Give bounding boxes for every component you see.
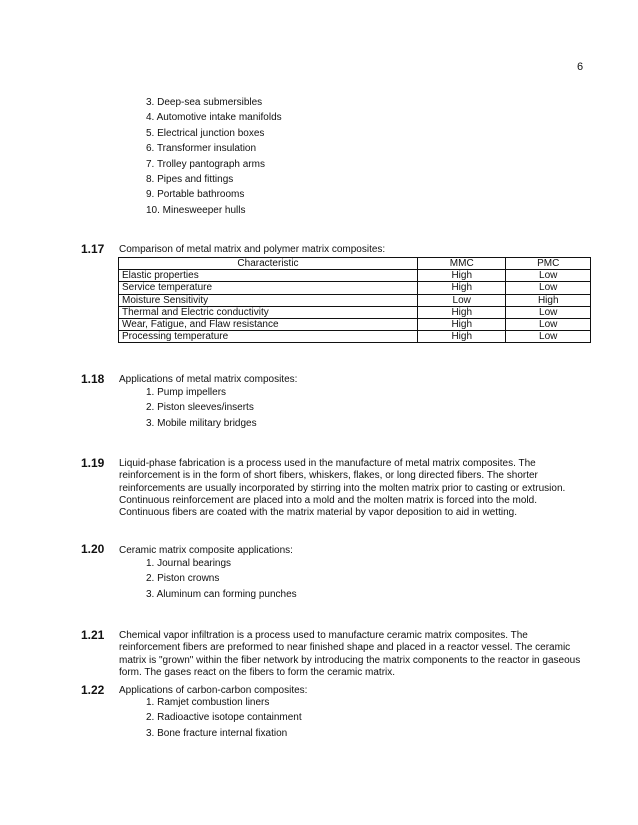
paragraph-line: Continuous fibers are coated with the matrix material by vapor deposition to aid in wetting. xyxy=(119,507,517,519)
table-cell: High xyxy=(506,294,591,306)
list-item: 1. Pump impellers xyxy=(146,387,227,398)
section-number: 1.19 xyxy=(81,456,105,470)
section-number: 1.18 xyxy=(81,372,105,386)
section-number: 1.21 xyxy=(81,628,105,642)
list-item: 1. Ramjet combustion liners xyxy=(146,697,270,708)
table-row xyxy=(119,270,591,282)
list-item: 7. Trolley pantograph arms xyxy=(146,158,265,170)
section-paragraph xyxy=(119,630,589,679)
paragraph-line: form. The gases react on the fibers to form the ceramic matrix. xyxy=(119,666,396,678)
table-cell: High xyxy=(417,270,505,282)
table-row xyxy=(119,282,591,294)
table-row xyxy=(119,331,591,343)
section-text: Comparison of metal matrix and polymer matrix composites: xyxy=(119,244,386,255)
list-item: 3. Mobile military bridges xyxy=(146,417,257,429)
table-cell: Low xyxy=(506,270,591,282)
table-cell: Service temperature xyxy=(119,282,418,294)
table-header: PMC xyxy=(506,258,591,270)
paragraph-line: Chemical vapor infiltration is a process used to manufacture ceramic matrix composites. The xyxy=(119,630,528,641)
table-header-row xyxy=(119,258,591,270)
table-cell: Low xyxy=(506,331,591,343)
table-cell: Wear, Fatigue, and Flaw resistance xyxy=(119,318,418,330)
paragraph-line: reinforcement fibers are preformed to near finished shape and placed in a reactor vessel. The ceramic xyxy=(119,642,571,654)
list-item: 10. Minesweeper hulls xyxy=(146,204,246,216)
table-cell: Thermal and Electric conductivity xyxy=(119,306,418,318)
list-item: 1. Journal bearings xyxy=(146,558,232,569)
list-item: 3. Deep-sea submersibles xyxy=(146,97,263,108)
table-cell: Moisture Sensitivity xyxy=(119,294,418,306)
table-cell: Low xyxy=(417,294,505,306)
list-item: 2. Piston sleeves/inserts xyxy=(146,402,254,414)
section-text: Ceramic matrix composite applications: xyxy=(119,545,293,556)
table-header: MMC xyxy=(417,258,505,270)
list-item: 4. Automotive intake manifolds xyxy=(146,112,282,124)
table-row xyxy=(119,294,591,306)
paragraph-line: reinforcements are usually incorporated by stirring into the molten matrix prior to casting or extrusion. xyxy=(119,482,566,494)
list-item: 9. Portable bathrooms xyxy=(146,189,245,201)
table-cell: Low xyxy=(506,306,591,318)
section-paragraph xyxy=(119,458,589,519)
section-text: Applications of metal matrix composites: xyxy=(119,374,298,385)
section-number: 1.22 xyxy=(81,683,105,697)
table-cell: High xyxy=(417,306,505,318)
list-item: 3. Bone fracture internal fixation xyxy=(146,727,288,739)
table-cell: High xyxy=(417,282,505,294)
list-item: 3. Aluminum can forming punches xyxy=(146,588,297,600)
list-item: 5. Electrical junction boxes xyxy=(146,127,265,139)
table-cell: Low xyxy=(506,318,591,330)
paragraph-line: matrix is "grown" within the fiber network by introducing the matrix components to the reactor in gaseous xyxy=(119,654,581,666)
table-cell: High xyxy=(417,318,505,330)
list-item: 2. Piston crowns xyxy=(146,573,220,585)
ceramic-matrix-applications xyxy=(146,556,297,602)
paragraph-line: Continuous reinforcement are placed into a mold and the molten matrix is forced into the mold. xyxy=(119,494,537,506)
table-cell: Low xyxy=(506,282,591,294)
application-list-top xyxy=(146,95,282,218)
table-row xyxy=(119,306,591,318)
carbon-carbon-applications xyxy=(146,695,302,741)
table-row xyxy=(119,318,591,330)
section-number: 1.17 xyxy=(81,242,105,256)
table-cell: Elastic properties xyxy=(119,270,418,282)
paragraph-line: Liquid-phase fabrication is a process used in the manufacture of metal matrix composites. The xyxy=(119,458,536,469)
table-cell: Processing temperature xyxy=(119,331,418,343)
table-cell: High xyxy=(417,331,505,343)
metal-matrix-applications xyxy=(146,385,257,431)
section-number: 1.20 xyxy=(81,542,105,556)
section-text: Applications of carbon-carbon composites: xyxy=(119,685,308,696)
comparison-table xyxy=(118,257,591,343)
table-header: Characteristic xyxy=(119,258,418,270)
paragraph-line: reinforcement is in the form of short fibers, whiskers, flakes, or long directed fibers. The shorter xyxy=(119,470,538,482)
page-number: 6 xyxy=(577,61,584,73)
list-item: 2. Radioactive isotope containment xyxy=(146,712,302,724)
list-item: 8. Pipes and fittings xyxy=(146,174,234,186)
list-item: 6. Transformer insulation xyxy=(146,143,257,155)
